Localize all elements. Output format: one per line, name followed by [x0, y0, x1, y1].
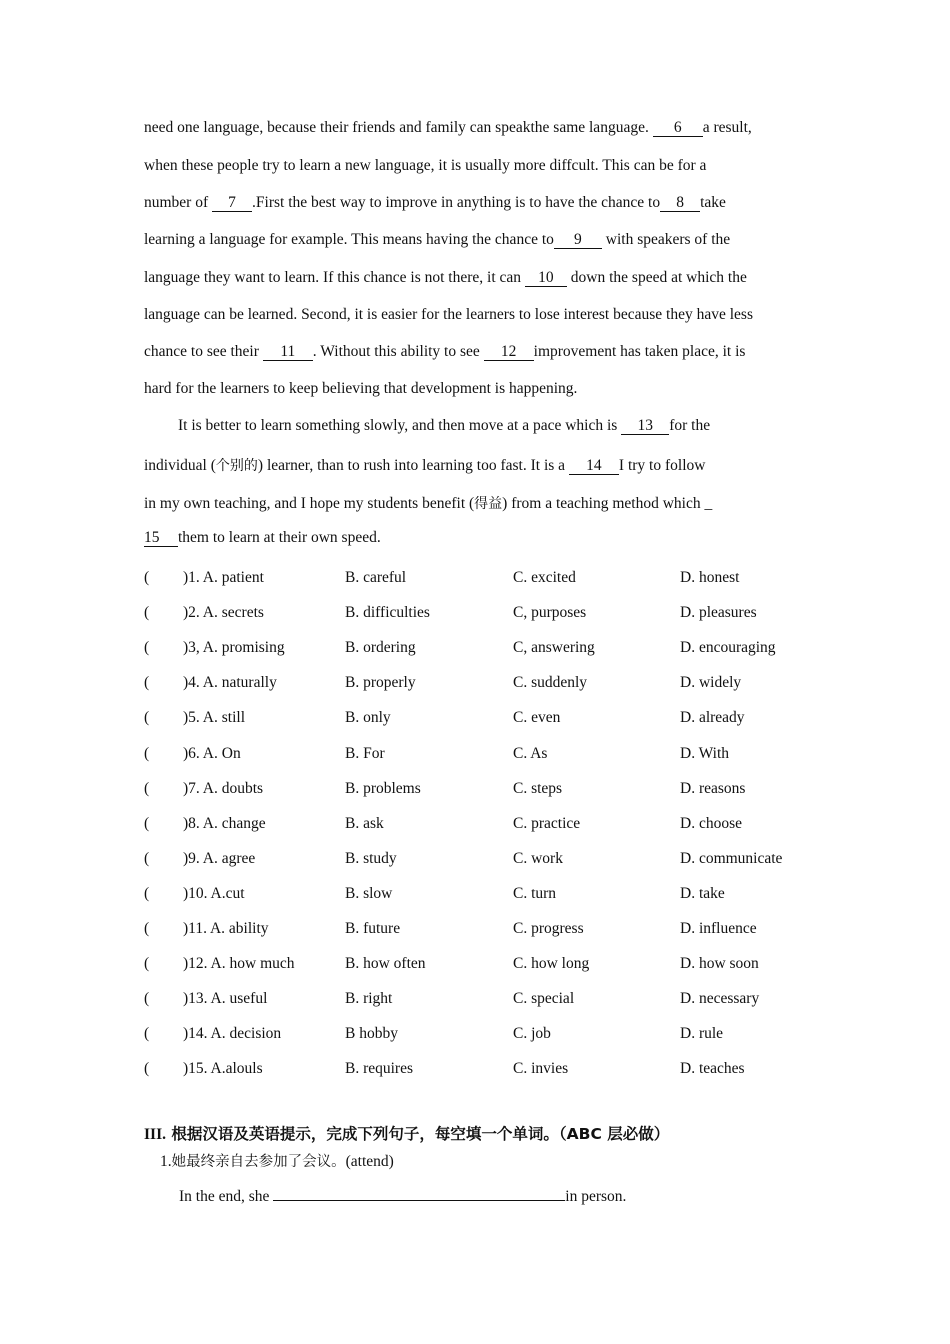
- option-b: B. problems: [345, 779, 421, 797]
- option-b: B. study: [345, 849, 397, 867]
- answer-paren[interactable]: (: [144, 884, 150, 902]
- option-a: )9. A. agree: [183, 849, 256, 867]
- passage-line-1: need one language, because their friends and family can speakthe same language. 6 a result,: [144, 119, 752, 136]
- option-d: D. reasons: [680, 779, 746, 797]
- option-b: B. ordering: [345, 639, 416, 657]
- option-a: )6. A. On: [183, 744, 241, 762]
- answer-paren[interactable]: (: [144, 569, 150, 586]
- answer-paren[interactable]: (: [144, 709, 150, 727]
- option-b: B. properly: [345, 674, 416, 692]
- option-d: D. communicate: [680, 849, 783, 867]
- answer-paren[interactable]: (: [144, 604, 150, 622]
- answer-blank[interactable]: [273, 1184, 565, 1201]
- answer-paren[interactable]: (: [144, 1060, 150, 1078]
- option-d: D. influence: [680, 920, 757, 937]
- passage-line-9: It is better to learn something slowly, and then move at a pace which is 13 for the: [178, 417, 711, 434]
- option-b: B. For: [345, 744, 385, 762]
- blank-8[interactable]: 8: [660, 194, 700, 212]
- option-a: )3, A. promising: [183, 639, 285, 657]
- option-row: [144, 954, 824, 974]
- option-b: B. ask: [345, 814, 384, 832]
- blank-7[interactable]: 7: [212, 194, 252, 212]
- option-row: [144, 568, 824, 588]
- option-row: [144, 989, 824, 1009]
- option-a: )7. A. doubts: [183, 779, 264, 797]
- option-c: C. job: [513, 1025, 551, 1043]
- option-d: D. already: [680, 709, 745, 727]
- option-b: B. requires: [345, 1060, 414, 1078]
- option-c: C. progress: [513, 920, 584, 937]
- option-d: D. honest: [680, 569, 740, 586]
- question-1-prompt: 1.她最终亲自去参加了会议。(attend): [160, 1153, 394, 1170]
- option-d: D. With: [680, 744, 730, 762]
- option-c: C. practice: [513, 814, 581, 832]
- option-row: [144, 1059, 824, 1079]
- option-d: D. pleasures: [680, 604, 757, 622]
- option-a: )14. A. decision: [183, 1025, 282, 1043]
- option-d: D. how soon: [680, 955, 759, 973]
- option-b: B. how often: [345, 955, 426, 973]
- blank-6[interactable]: 6: [653, 119, 703, 137]
- option-d: D. rule: [680, 1025, 724, 1043]
- blank-13[interactable]: 13: [621, 417, 669, 435]
- question-1-sentence: In the end, she in person.: [179, 1184, 626, 1206]
- passage-line-10: individual (个别的) learner, than to rush into learning too fast. It is a 14 I try to follow: [144, 457, 706, 474]
- option-row: [144, 919, 824, 939]
- option-b: B. difficulties: [345, 604, 430, 622]
- option-c: C. how long: [513, 955, 590, 973]
- passage-line-7: chance to see their 11 . Without this ability to see 12 improvement has taken place, it is: [144, 343, 746, 360]
- passage-line-11: in my own teaching, and I hope my students benefit (得益) from a teaching method which _: [144, 495, 713, 512]
- option-a: )11. A. ability: [183, 920, 269, 937]
- option-d: D. choose: [680, 814, 742, 832]
- option-c: C. even: [513, 709, 561, 727]
- option-d: D. widely: [680, 674, 742, 692]
- passage-line-6: language can be learned. Second, it is easier for the learners to lose interest because they have less: [144, 306, 753, 323]
- option-row: [144, 849, 824, 869]
- answer-paren[interactable]: (: [144, 1025, 150, 1043]
- option-a: )13. A. useful: [183, 990, 268, 1008]
- option-b: B. right: [345, 990, 393, 1008]
- option-b: B. slow: [345, 884, 393, 902]
- passage-line-12: 15 them to learn at their own speed.: [144, 529, 381, 546]
- option-c: C. invies: [513, 1060, 569, 1078]
- option-row: [144, 673, 824, 693]
- option-row: [144, 884, 824, 904]
- answer-paren[interactable]: (: [144, 920, 150, 937]
- option-row: [144, 744, 824, 764]
- option-row: [144, 779, 824, 799]
- passage-line-4: learning a language for example. This means having the chance to 9 with speakers of the: [144, 231, 731, 248]
- blank-14[interactable]: 14: [569, 457, 619, 475]
- option-d: D. teaches: [680, 1060, 745, 1078]
- option-a: )5. A. still: [183, 709, 246, 727]
- option-row: [144, 638, 824, 658]
- option-c: C. work: [513, 849, 563, 867]
- passage-line-5: language they want to learn. If this chance is not there, it can 10 down the speed at which the: [144, 269, 747, 286]
- option-a: )12. A. how much: [183, 955, 295, 973]
- option-a: )8. A. change: [183, 814, 266, 832]
- passage-line-8: hard for the learners to keep believing that development is happening.: [144, 380, 578, 397]
- option-a: )15. A.alouls: [183, 1060, 263, 1078]
- option-row: [144, 708, 824, 728]
- passage-line-3: number of 7 .First the best way to improve in anything is to have the chance to 8 take: [144, 194, 726, 211]
- option-b: B. only: [345, 709, 391, 727]
- option-row: [144, 814, 824, 834]
- option-row: [144, 1024, 824, 1044]
- option-c: C, purposes: [513, 604, 587, 622]
- answer-paren[interactable]: (: [144, 814, 150, 832]
- option-a: )10. A.cut: [183, 884, 245, 902]
- answer-paren[interactable]: (: [144, 955, 150, 973]
- option-c: C. steps: [513, 779, 563, 797]
- answer-paren[interactable]: (: [144, 779, 150, 797]
- blank-10[interactable]: 10: [525, 269, 567, 287]
- option-a: )2. A. secrets: [183, 604, 264, 622]
- answer-paren[interactable]: (: [144, 849, 150, 867]
- option-d: D. take: [680, 884, 725, 902]
- blank-9[interactable]: 9: [554, 231, 602, 249]
- option-c: C. suddenly: [513, 674, 588, 692]
- option-b: B. future: [345, 920, 401, 937]
- section-3-heading: III. 根据汉语及英语提示，完成下列句子，每空填一个单词。（ABC 层必做）: [144, 1125, 670, 1143]
- option-c: C. special: [513, 990, 575, 1008]
- option-c: C, answering: [513, 639, 595, 657]
- answer-paren[interactable]: (: [144, 744, 150, 762]
- answer-paren[interactable]: (: [144, 990, 150, 1008]
- option-a: )1. A. patient: [183, 569, 264, 586]
- option-d: D. encouraging: [680, 639, 776, 657]
- answer-paren[interactable]: (: [144, 674, 150, 692]
- option-c: C. turn: [513, 884, 557, 902]
- blank-15[interactable]: 15: [144, 529, 178, 547]
- option-b: B hobby: [345, 1025, 398, 1043]
- option-d: D. necessary: [680, 990, 760, 1008]
- option-row: [144, 603, 824, 623]
- passage-line-2: when these people try to learn a new language, it is usually more diffcult. This can be for a: [144, 157, 707, 174]
- option-b: B. careful: [345, 569, 407, 586]
- option-a: )4. A. naturally: [183, 674, 277, 692]
- option-c: C. As: [513, 744, 548, 762]
- blank-11[interactable]: 11: [263, 343, 313, 361]
- answer-paren[interactable]: (: [144, 639, 150, 657]
- option-c: C. excited: [513, 569, 576, 586]
- blank-12[interactable]: 12: [484, 343, 534, 361]
